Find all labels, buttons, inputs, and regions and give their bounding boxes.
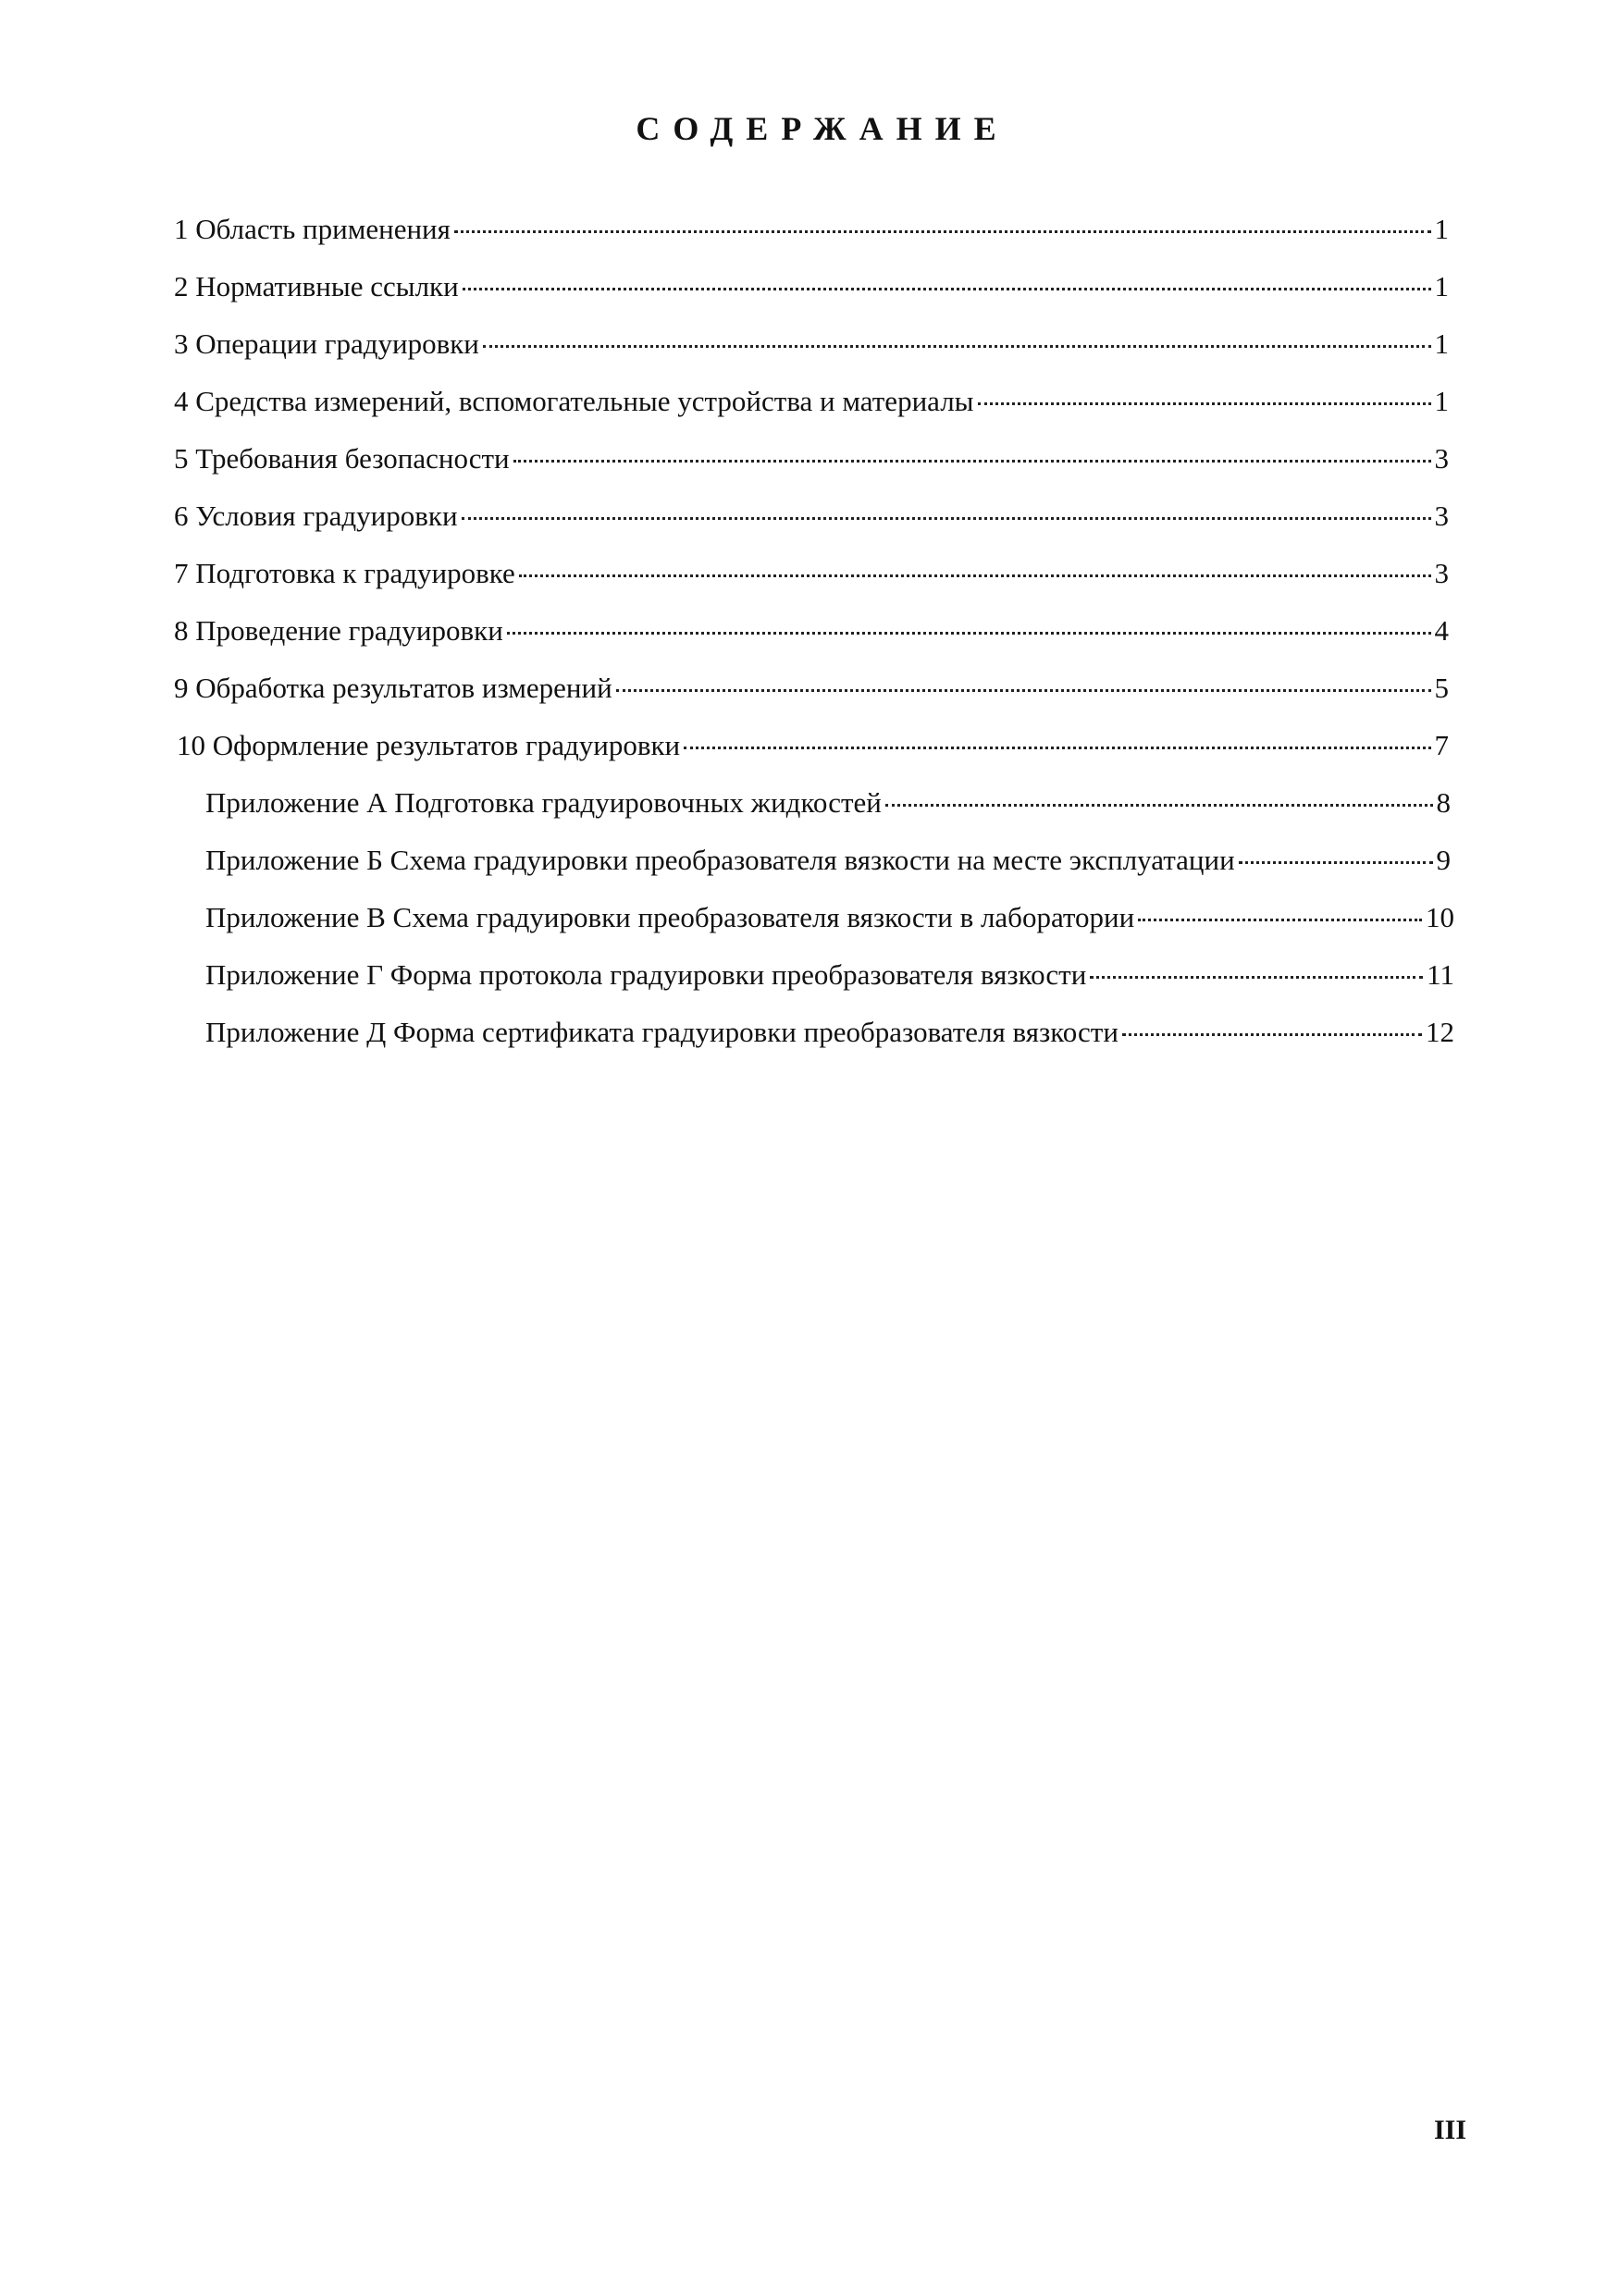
toc-entry-page: 8 (1436, 786, 1451, 819)
toc-entry[interactable] (174, 498, 1449, 535)
toc-entry-label: 2 Нормативные ссылки (174, 270, 459, 302)
toc-entry[interactable] (177, 727, 1449, 764)
toc-entry-label: 6 Условия градуировки (174, 500, 458, 532)
toc-entry-page: 12 (1426, 1016, 1454, 1048)
toc-entry-label: Приложение Б Схема градуировки преобразователя вязкости на месте эксплуатации (205, 844, 1235, 876)
toc-entry[interactable] (174, 326, 1449, 363)
toc-entry-label: 8 Проведение градуировки (174, 614, 503, 647)
toc-entry-label: Приложение В Схема градуировки преобразователя вязкости в лаборатории (205, 901, 1135, 933)
toc-entry-page: 10 (1426, 901, 1454, 933)
toc-entry[interactable] (174, 383, 1449, 420)
toc-entry-page: 3 (1434, 442, 1449, 475)
dot-leader (1239, 861, 1433, 864)
toc-entry-label: 4 Средства измерений, вспомогательные устройства и материалы (174, 385, 974, 417)
dot-leader (1138, 919, 1422, 921)
dot-leader (454, 230, 1431, 233)
toc-entry[interactable] (174, 268, 1449, 305)
dot-leader (616, 689, 1431, 692)
toc-entry-page: 7 (1434, 729, 1449, 761)
dot-leader (885, 804, 1433, 807)
toc-entry-page: 1 (1434, 270, 1449, 302)
dot-leader (1090, 976, 1423, 979)
toc-entry-label: 5 Требования безопасности (174, 442, 510, 475)
toc-title: СОДЕРЖАНИЕ (636, 110, 1009, 147)
toc-entry-page: 1 (1434, 327, 1449, 360)
toc-entry-page: 3 (1434, 557, 1449, 589)
toc-entry[interactable] (174, 612, 1449, 649)
toc-entry-label: 3 Операции градуировки (174, 327, 479, 360)
toc-entry[interactable] (174, 555, 1449, 592)
toc-entry-label: 7 Подготовка к градуировке (174, 557, 515, 589)
dot-leader (513, 460, 1431, 463)
toc-entry-appendix[interactable] (205, 899, 1454, 936)
toc-entry[interactable] (174, 670, 1449, 707)
dot-leader (462, 517, 1431, 520)
toc-entry-appendix[interactable] (205, 957, 1454, 994)
dot-leader (507, 632, 1431, 635)
toc-entry-page: 3 (1434, 500, 1449, 532)
toc-entry-appendix[interactable] (205, 784, 1451, 821)
toc-entry-label: Приложение Г Форма протокола градуировки преобразователя вязкости (205, 958, 1087, 991)
toc-entry-label: Приложение А Подготовка градуировочных жидкостей (205, 786, 882, 819)
dot-leader (463, 288, 1431, 290)
page-number-folio: III (1434, 2115, 1467, 2145)
toc-entry-appendix[interactable] (205, 842, 1451, 879)
toc-entry-appendix[interactable] (205, 1014, 1454, 1051)
dot-leader (1122, 1033, 1422, 1036)
toc-entry-label: 1 Область применения (174, 213, 451, 245)
toc-entry-page: 1 (1434, 213, 1449, 245)
toc-entry[interactable] (174, 211, 1449, 248)
dot-leader (483, 345, 1431, 348)
dot-leader (519, 574, 1431, 577)
toc-entry-page: 5 (1434, 672, 1449, 704)
toc-entry-label: 10 Оформление результатов градуировки (177, 729, 681, 761)
toc-entry-label: Приложение Д Форма сертификата градуировки преобразователя вязкости (205, 1016, 1118, 1048)
toc-entry-page: 9 (1436, 844, 1451, 876)
toc-entry[interactable] (174, 440, 1449, 477)
dot-leader (978, 402, 1431, 405)
toc-entry-page: 4 (1434, 614, 1449, 647)
dot-leader (684, 747, 1430, 749)
toc-entry-page: 11 (1427, 958, 1454, 991)
toc-entry-page: 1 (1434, 385, 1449, 417)
toc-entry-label: 9 Обработка результатов измерений (174, 672, 612, 704)
